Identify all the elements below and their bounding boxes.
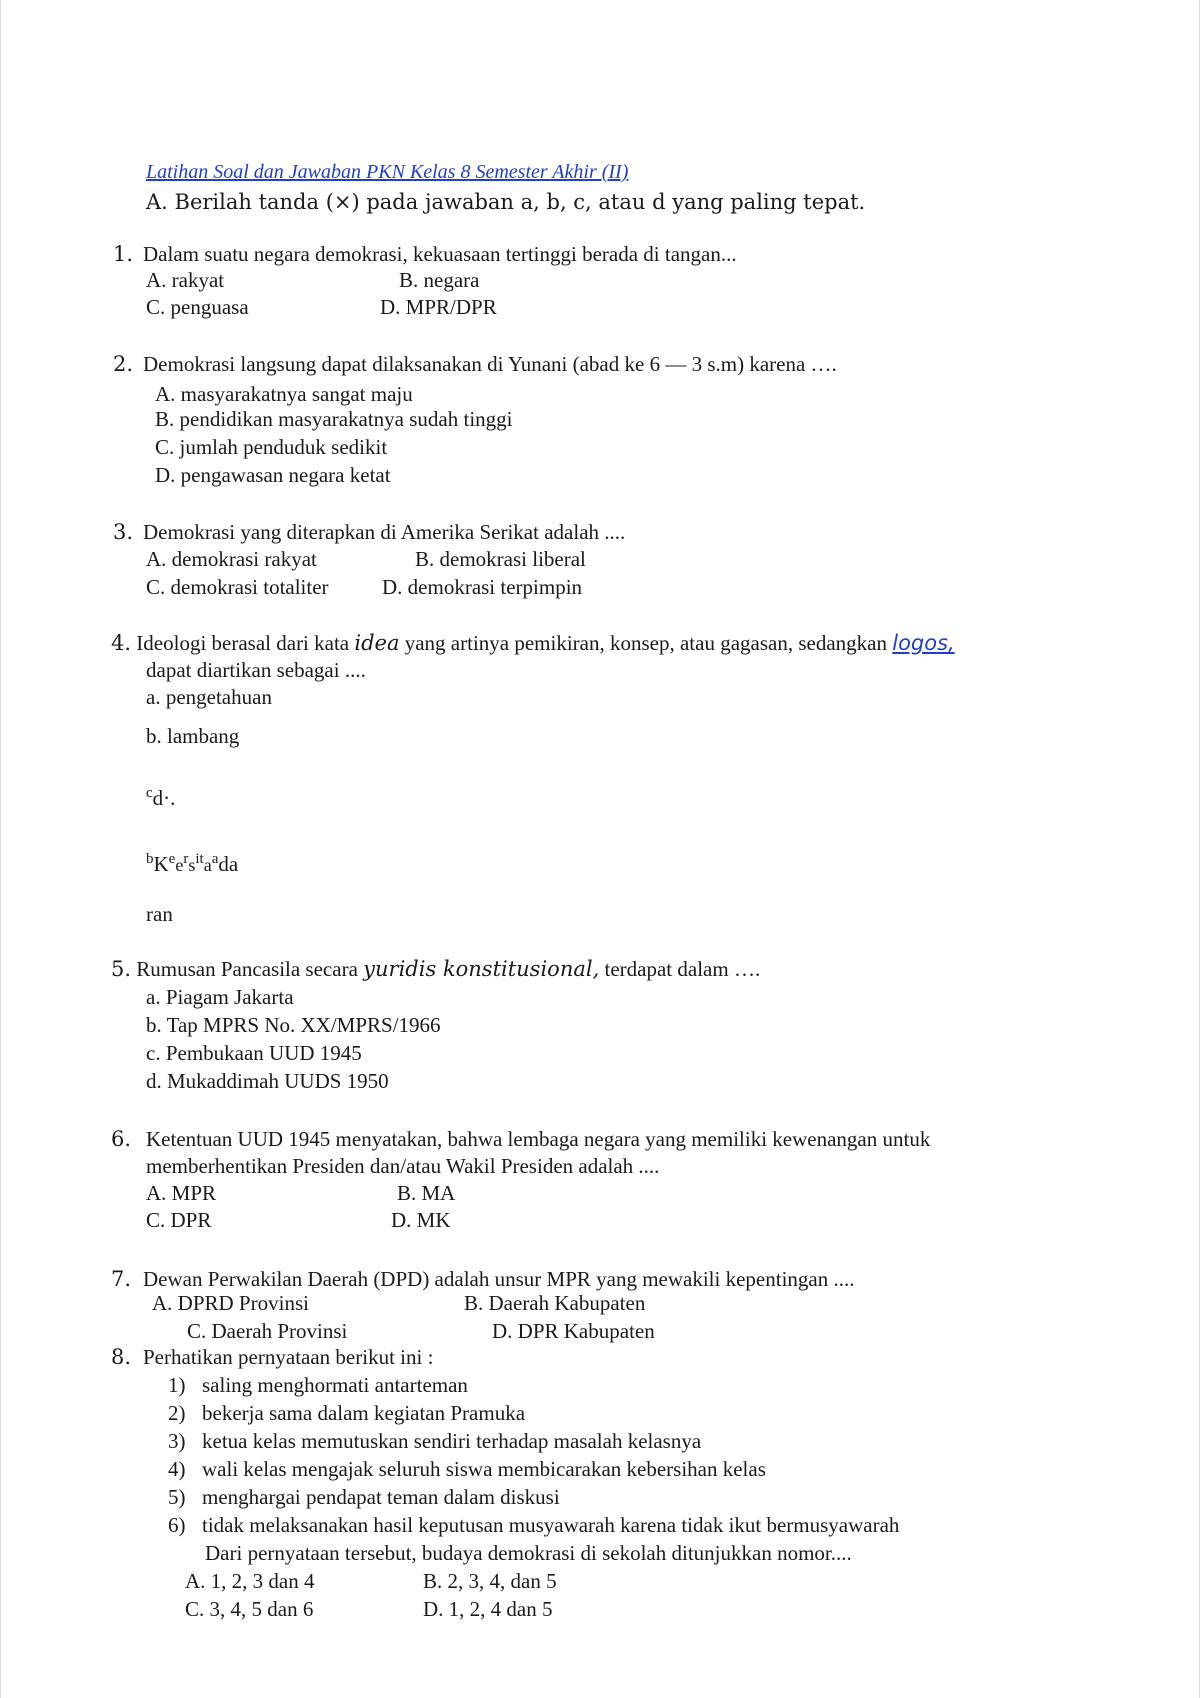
option-b: B. MA [397,1181,456,1205]
option-d: d. Mukaddimah UUDS 1950 [146,1069,389,1093]
option-d: D. DPR Kabupaten [492,1319,655,1343]
question-text-before: Rumusan Pancasila secara [136,957,358,981]
option-b: B. 2, 3, 4, dan 5 [423,1569,557,1593]
term-idea: idea [354,631,400,655]
garbled-fragment: a [211,851,219,867]
question-text-line2: memberhentikan Presiden dan/atau Wakil Presiden adalah .... [146,1154,660,1178]
option-b: B. negara [399,268,480,292]
option-d: D. MK [391,1208,451,1232]
option-b: B. Daerah Kabupaten [464,1291,646,1315]
statement-number: 4) [168,1457,186,1481]
option-a: A. rakyat [146,268,225,292]
garbled-fragment: e [175,855,184,875]
garbled-fragment: da [218,852,239,876]
option-d: D. pengawasan negara ketat [155,463,391,487]
option-b: b. lambang [146,724,240,748]
question-number: 2. [113,352,134,376]
title-link[interactable]: Latihan Soal dan Jawaban PKN Kelas 8 Semester Akhir (II) [146,161,629,183]
option-c: C. penguasa [146,295,249,319]
option-a: a. pengetahuan [146,685,272,709]
option-c: C. DPR [146,1208,212,1232]
garbled-fragment: K [153,852,169,876]
option-a: A. DPRD Provinsi [152,1291,309,1315]
question-text-before: Ideologi berasal dari kata [136,631,350,655]
statement-number: 3) [168,1429,186,1453]
garbled-fragment: c [146,785,153,801]
term-logos-link[interactable]: logos, [892,631,955,655]
question-number: 6. [111,1127,132,1151]
statement-text: wali kelas mengajak seluruh siswa membicarakan kebersihan kelas [202,1457,766,1481]
question-text-after: terdapat dalam …. [604,957,761,981]
garbled-fragment: ran [146,902,173,926]
question-text-line2: dapat diartikan sebagai .... [146,658,366,682]
statement-text: ketua kelas memutuskan sendiri terhadap masalah kelasnya [202,1429,702,1453]
garbled-fragment: b [146,851,154,867]
term-yuridis: yuridis konstitusional, [363,957,600,981]
statement-text: bekerja sama dalam kegiatan Pramuka [202,1401,526,1425]
option-b: B. pendidikan masyarakatnya sudah tinggi [155,407,513,431]
question-text: Demokrasi yang diterapkan di Amerika Serikat adalah .... [143,520,626,544]
option-c: c. Pembukaan UUD 1945 [146,1041,362,1065]
garbled-option-c [146,786,175,809]
statement-number: 5) [168,1485,186,1509]
question-text [111,959,760,980]
garbled-fragment: it [195,851,204,867]
option-d: D. MPR/DPR [380,295,497,319]
question-text: Perhatikan pernyataan berikut ini : [143,1345,434,1369]
question-number: 1. [113,242,134,266]
option-a: a. Piagam Jakarta [146,985,294,1009]
option-c: C. jumlah penduduk sedikit [155,435,388,459]
garbled-fragment: d·. [152,786,176,810]
statement-text: saling menghormati antarteman [202,1373,468,1397]
option-c: C. Daerah Provinsi [187,1319,348,1343]
page-edge-left [0,0,1,1698]
garbled-fragment: s [188,855,196,875]
instruction-heading: A. Berilah tanda (×) pada jawaban a, b, c, atau d yang paling tepat. [146,190,866,214]
option-a: A. demokrasi rakyat [146,547,317,571]
garbled-fragment: a [203,855,212,875]
question-number: 4. [111,631,132,655]
question-text: Dewan Perwakilan Daerah (DPD) adalah unsur MPR yang mewakili kepentingan .... [143,1267,855,1291]
statement-text: tidak melaksanakan hasil keputusan musyawarah karena tidak ikut bermusyawarah [202,1513,900,1537]
question-text-middle: yang artinya pemikiran, konsep, atau gagasan, sedangkan [404,631,887,655]
question-number: 8. [111,1345,132,1369]
question-text: Dalam suatu negara demokrasi, kekuasaan tertinggi berada di tangan... [143,242,737,266]
garbled-fragment: e [168,851,176,867]
question-text: Demokrasi langsung dapat dilaksanakan di Yunani (abad ke 6 — 3 s.m) karena …. [143,352,837,376]
statement-number: 1) [168,1373,186,1397]
question-number: 5. [111,957,132,981]
statement-number: 6) [168,1513,186,1537]
option-a: A. MPR [146,1181,217,1205]
option-a: A. masyarakatnya sangat maju [155,382,413,406]
option-d: D. demokrasi terpimpin [382,575,583,599]
question-number: 3. [113,520,134,544]
garbled-option-d [146,852,238,875]
question-number: 7. [111,1267,132,1291]
option-c: C. 3, 4, 5 dan 6 [185,1597,314,1621]
option-c: C. demokrasi totaliter [146,575,329,599]
question-text-line1 [111,633,955,654]
option-b: B. demokrasi liberal [415,547,586,571]
statement-text: menghargai pendapat teman dalam diskusi [202,1485,560,1509]
option-b: b. Tap MPRS No. XX/MPRS/1966 [146,1013,441,1037]
option-d: D. 1, 2, 4 dan 5 [423,1597,553,1621]
statement-number: 2) [168,1401,186,1425]
question-text-line1: Ketentuan UUD 1945 menyatakan, bahwa lembaga negara yang memiliki kewenangan untuk [146,1127,931,1151]
garbled-fragment: r [183,851,189,867]
question-prompt: Dari pernyataan tersebut, budaya demokrasi di sekolah ditunjukkan nomor.... [205,1541,852,1565]
option-a: A. 1, 2, 3 dan 4 [185,1569,315,1593]
